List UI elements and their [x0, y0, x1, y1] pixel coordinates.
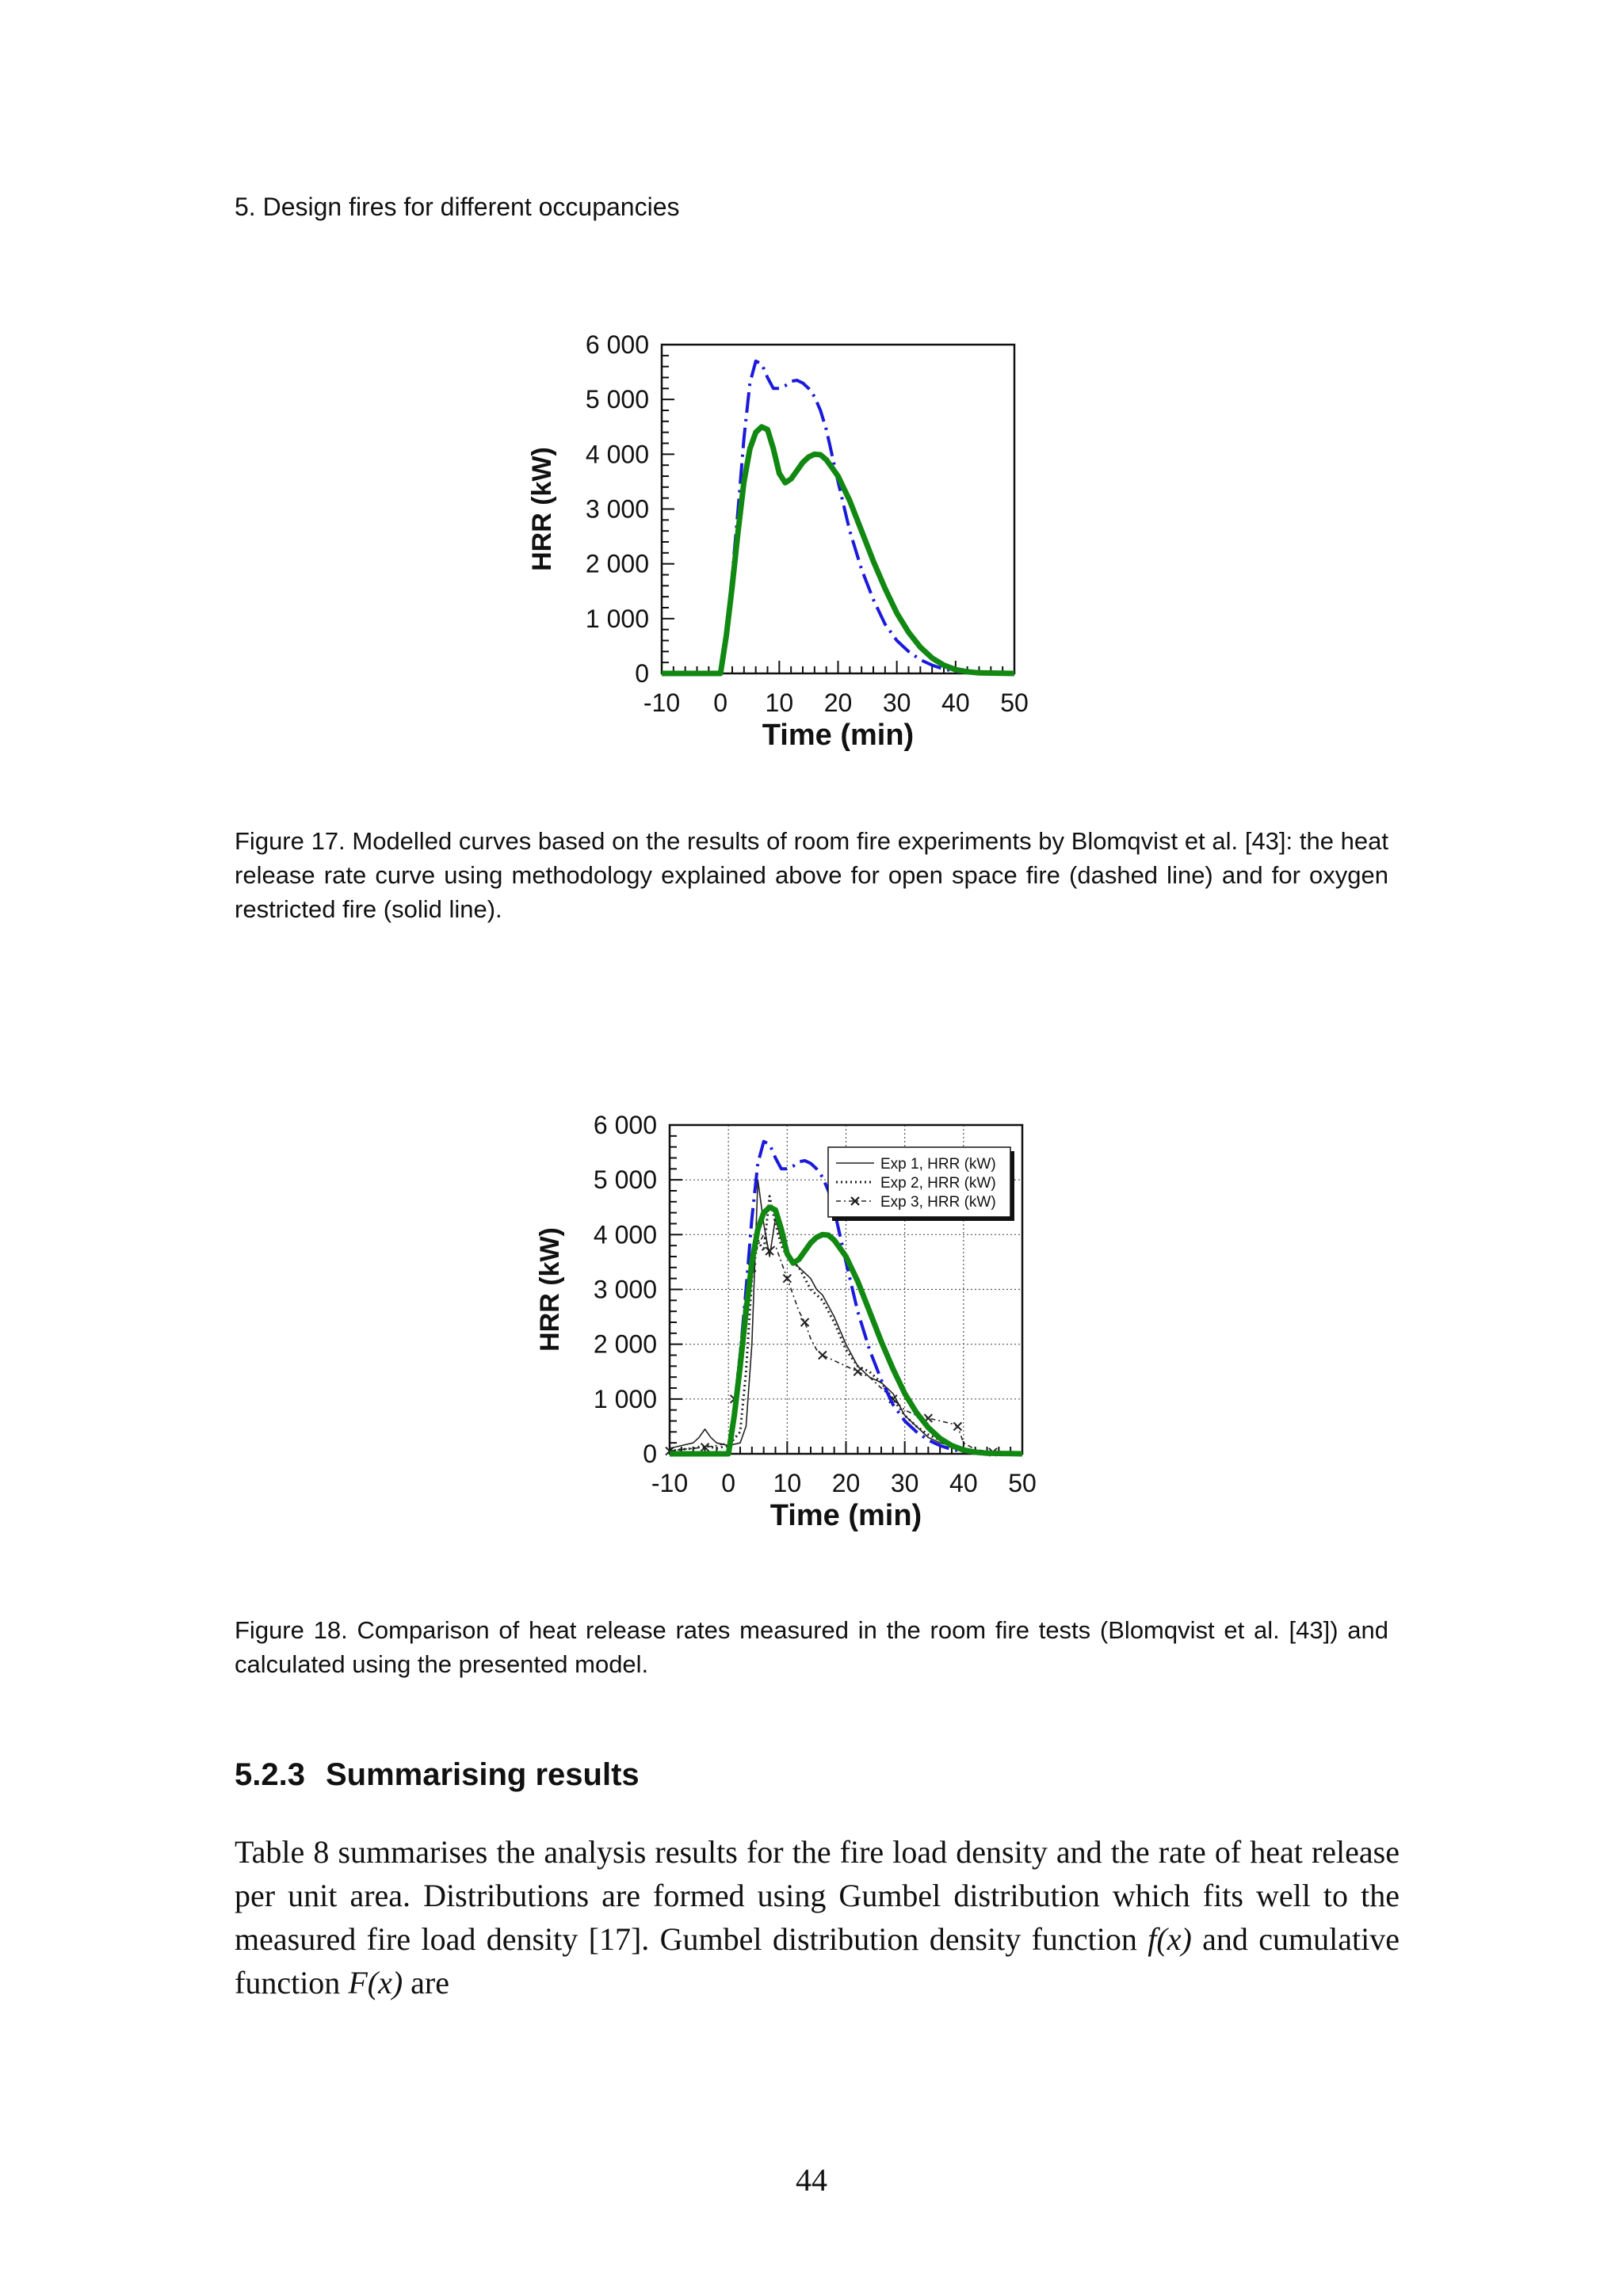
y-tick-label: 6 000: [593, 1111, 657, 1139]
x-tick-label: -10: [651, 1469, 689, 1497]
x-axis-label: Time (min): [769, 1499, 922, 1532]
legend-entry: Exp 3, HRR (kW): [880, 1194, 996, 1211]
x-tick-label: 0: [721, 1469, 736, 1497]
body-text-part3: are: [403, 1965, 449, 2000]
x-tick-label: 30: [882, 688, 911, 717]
figure-18-caption: Figure 18. Comparison of heat release rates measured in the room fire tests (Blomqvist et al. [43]) and calculated using the presented model.: [235, 1616, 1388, 1678]
x-tick-label: 50: [1000, 688, 1029, 717]
y-tick-label: 1 000: [593, 1384, 657, 1413]
x-tick-label: 40: [941, 688, 970, 717]
page-number: 44: [796, 2162, 827, 2198]
y-tick-label: 2 000: [593, 1329, 657, 1359]
plot-frame: [662, 345, 1014, 673]
x-tick-label: 20: [831, 1469, 861, 1497]
x-tick-label: 0: [713, 688, 728, 717]
y-axis-label: HRR (kW): [527, 447, 557, 571]
cumulative-function-symbol: F(x): [348, 1965, 403, 2000]
figure-17-caption: Figure 17. Modelled curves based on the results of room fire experiments by Blomqvist et al. [43]: the heat release rate curve using methodology explained above for open space fire (dashed line) and for oxygen restricted fire (solid line).: [235, 827, 1388, 923]
x-tick-label: 40: [949, 1469, 978, 1497]
series-marker: [953, 1422, 961, 1430]
figure-18-svg: [499, 1097, 1117, 1549]
section-heading: [235, 1757, 640, 1793]
density-function-symbol: f(x): [1148, 1921, 1192, 1957]
x-tick-label: 10: [773, 1469, 802, 1497]
body-text-part2: and cumulative function: [235, 1921, 1400, 2000]
x-tick-label: -10: [643, 688, 681, 717]
figure-17-svg: [491, 317, 1109, 776]
legend-entry: Exp 1, HRR (kW): [880, 1156, 996, 1173]
x-tick-label: 50: [1008, 1469, 1037, 1497]
x-axis-label: Time (min): [762, 719, 915, 752]
x-tick-label: 30: [890, 1469, 919, 1497]
y-tick-label: 2 000: [585, 549, 649, 578]
series-marker: [801, 1318, 809, 1326]
body-paragraph: [235, 1830, 1400, 2004]
figure-17-chart: [491, 317, 1109, 776]
body-text-part1: Table 8 summarises the analysis results for the fire load density and the rate of heat release per unit area. Distributions are formed using Gumbel distribution which fits well to the measured fire load density [17]. Gumbel distribution density function: [235, 1834, 1400, 1957]
y-tick-label: 1 000: [585, 604, 649, 633]
y-tick-label: 6 000: [585, 330, 649, 359]
running-header: 5. Design fires for different occupancies: [235, 193, 680, 221]
y-tick-label: 0: [643, 1440, 657, 1468]
series-marker: [819, 1352, 827, 1360]
section-number: 5.2.3: [235, 1757, 305, 1792]
y-tick-label: 5 000: [585, 385, 649, 414]
legend-entry: Exp 2, HRR (kW): [880, 1175, 996, 1192]
y-tick-label: 4 000: [585, 440, 649, 469]
x-tick-label: 20: [823, 688, 853, 717]
y-axis-label: HRR (kW): [535, 1227, 565, 1352]
figure-18-chart: [499, 1097, 1117, 1549]
series-line-1: [662, 427, 1014, 673]
series-line-0: [662, 361, 1014, 673]
x-tick-label: 10: [765, 688, 794, 717]
y-tick-label: 0: [635, 659, 649, 688]
y-tick-label: 4 000: [593, 1220, 657, 1249]
section-title: Summarising results: [325, 1757, 640, 1792]
series-marker: [854, 1367, 861, 1375]
y-tick-label: 3 000: [593, 1275, 657, 1304]
y-tick-label: 5 000: [593, 1165, 657, 1195]
y-tick-label: 3 000: [585, 494, 649, 524]
